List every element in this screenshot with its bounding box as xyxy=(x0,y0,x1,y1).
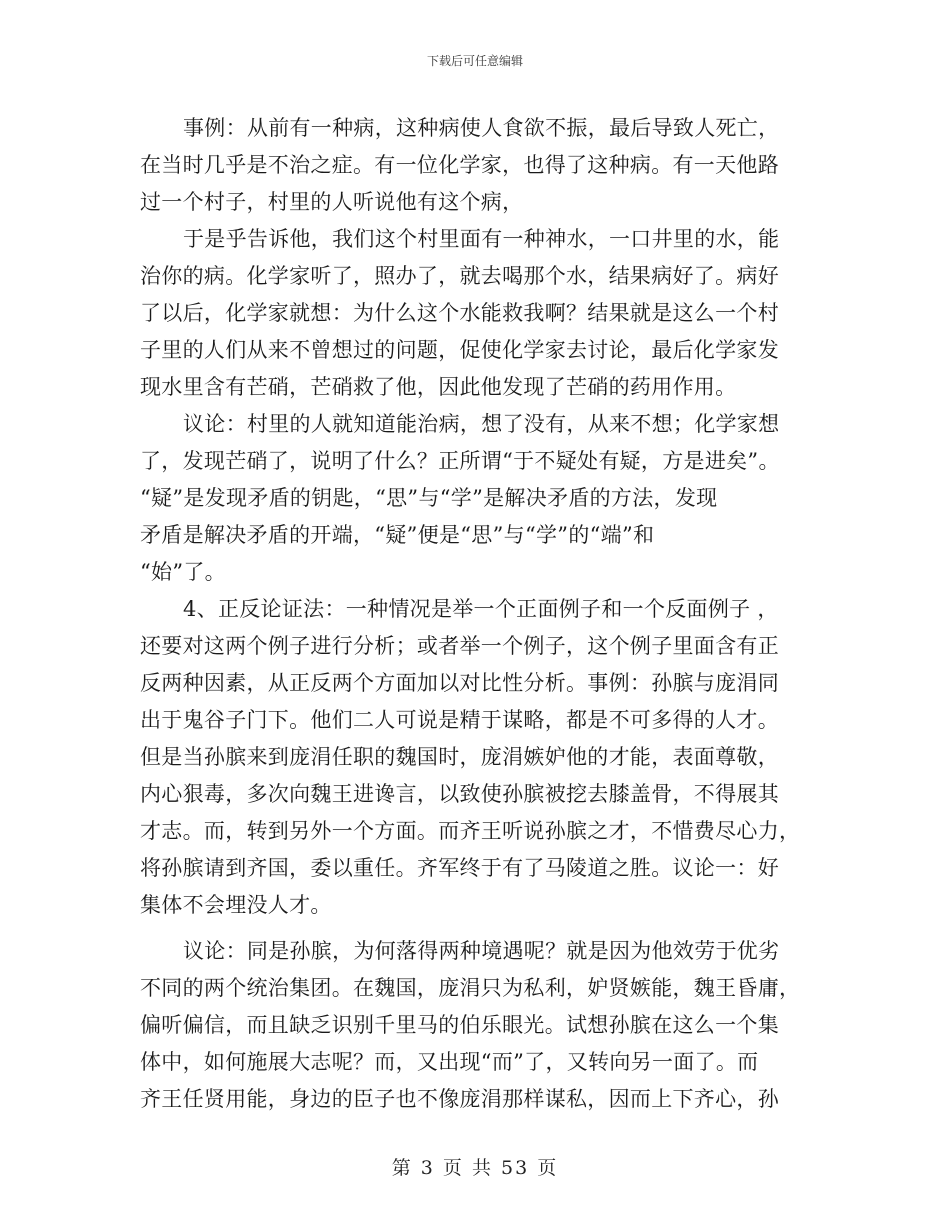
paragraph-line: 4、正反论证法：一种情况是举一个正面例子和一个反面例子 ， xyxy=(183,597,779,621)
paragraph-line: 于是乎告诉他，我们这个村里面有一种神水，一口井里的水，能 xyxy=(183,227,780,251)
page-footer: 第 3 页 共 53 页 xyxy=(391,1157,559,1179)
paragraph-line: 过一个村子，村里的人听说他有这个病， xyxy=(140,190,524,214)
paragraph-line: 出于鬼谷子门下。他们二人可说是精于谋略，都是不可多得的人才。 xyxy=(140,708,779,732)
paragraph-line: 在当时几乎是不治之症。有一位化学家，也得了这种病。有一天他路 xyxy=(140,153,779,177)
paragraph-line: 不同的两个统治集团。在魏国，庞涓只为私利，妒贤嫉能，魏王昏庸， xyxy=(140,976,801,1000)
document-body xyxy=(140,110,812,1118)
page-header: 下载后可任意编辑 xyxy=(426,54,523,68)
paragraph-line: 了，发现芒硝了，说明了什么？正所谓“于不疑处有疑，方是进矣”。 xyxy=(140,449,780,473)
paragraph-line: 矛盾是解决矛盾的开端，“疑”便是“思”与“学”的“端”和 xyxy=(140,523,655,547)
paragraph-line: 偏听偏信，而且缺乏识别千里马的伯乐眼光。试想孙膑在这么一个集 xyxy=(140,1013,779,1037)
paragraph-line: “始”了。 xyxy=(140,560,226,584)
paragraph-line: 议论：村里的人就知道能治病，想了没有，从来不想；化学家想 xyxy=(183,412,780,436)
paragraph-line: 治你的病。化学家听了，照办了，就去喝那个水，结果病好了。病好 xyxy=(140,264,779,288)
paragraph-line: 体中，如何施展大志呢？而，又出现“而”了，又转向另一面了。而 xyxy=(140,1050,759,1074)
paragraph-line: 了以后，化学家就想：为什么这个水能救我啊？结果就是这么一个村 xyxy=(140,301,779,325)
paragraph-line: 齐王任贤用能，身边的臣子也不像庞涓那样谋私，因而上下齐心，孙 xyxy=(140,1087,779,1111)
paragraph-line: 还要对这两个例子进行分析；或者举一个例子，这个例子里面含有正 xyxy=(140,634,779,658)
paragraph-line: 集体不会埋没人才。 xyxy=(140,893,332,917)
paragraph-line: 反两种因素，从正反两个方面加以对比性分析。事例：孙膑与庞涓同 xyxy=(140,671,779,695)
paragraph-line: “疑”是发现矛盾的钥匙，“思”与“学”是解决矛盾的方法，发现 xyxy=(140,486,718,510)
paragraph-line: 才志。而，转到另外一个方面。而齐王听说孙膑之才，不惜费尽心力， xyxy=(140,819,801,843)
paragraph-line: 但是当孙膑来到庞涓任职的魏国时，庞涓嫉妒他的才能，表面尊敬， xyxy=(140,745,779,769)
paragraph-line: 内心狠毒，多次向魏王进谗言，以致使孙膑被挖去膝盖骨，不得展其 xyxy=(140,782,779,806)
paragraph-line: 事例：从前有一种病，这种病使人食欲不振，最后导致人死亡， xyxy=(183,116,780,140)
paragraph-line: 现水里含有芒硝，芒硝救了他，因此他发现了芒硝的药用作用。 xyxy=(140,375,737,399)
paragraph-line: 议论：同是孙膑，为何落得两种境遇呢？就是因为他效劳于优劣 xyxy=(183,939,780,963)
paragraph-line: 子里的人们从来不曾想过的问题，促使化学家去讨论，最后化学家发 xyxy=(140,338,779,362)
paragraph-line: 将孙膑请到齐国，委以重任。齐军终于有了马陵道之胜。议论一：好 xyxy=(140,856,779,880)
